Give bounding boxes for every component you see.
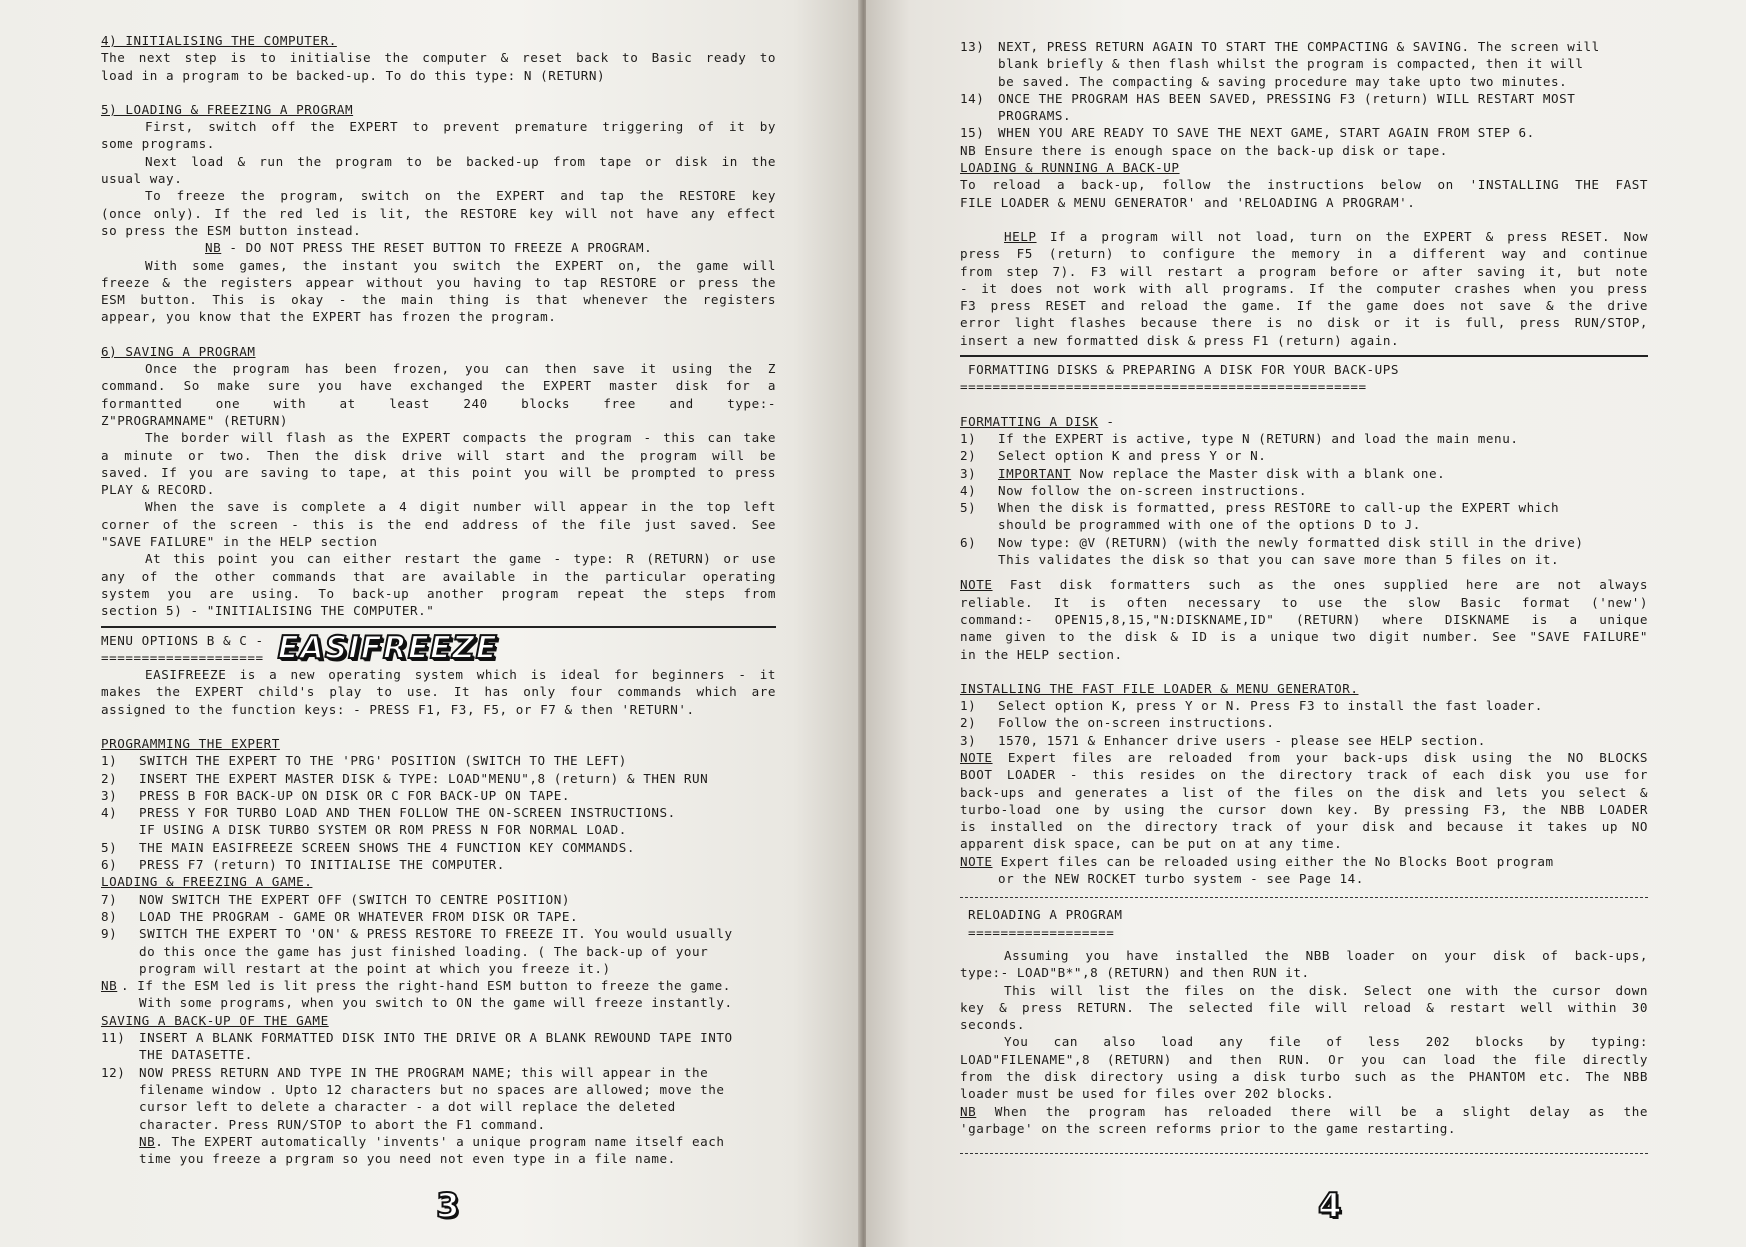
list-item: 1) SWITCH THE EXPERT TO THE 'PRG' POSITION (SWITCH TO THE LEFT) [101, 753, 627, 769]
text-line: apparent disk space, can be put on at any time. [960, 836, 1343, 852]
formatting-title: FORMATTING DISKS & PREPARING A DISK FOR YOUR BACK-UPS [968, 362, 1399, 378]
text-line: Next load & run the program to be backed-up from tape or disk in the [145, 153, 776, 169]
text-line: First, switch off the EXPERT to prevent premature triggering of it by [145, 119, 776, 135]
text-line: some programs. [101, 136, 215, 152]
text-line: seconds. [960, 1017, 1026, 1033]
text-line: 'garbage' on the screen reforms prior to the game restarting. [960, 1120, 1457, 1136]
list-item: 1) Select option K, press Y or N. Press F3 to install the fast loader. [960, 698, 1543, 714]
list-item: 11) INSERT A BLANK FORMATTED DISK INTO THE DRIVE OR A BLANK REWOUND TAPE INTO THE DATASETTE. [101, 1030, 733, 1063]
text-line: system you are using. To back-up another program repeat the steps from [101, 585, 776, 601]
list-item: 3) PRESS B FOR BACK-UP ON DISK OR C FOR BACK-UP ON TAPE. [101, 787, 570, 803]
list-item: 15) WHEN YOU ARE READY TO SAVE THE NEXT GAME, START AGAIN FROM STEP 6. [960, 125, 1535, 141]
programming-heading: PROGRAMMING THE EXPERT [101, 735, 280, 751]
text-line: formantted one with at least 240 blocks free and type:- [101, 395, 776, 411]
left-column [101, 32, 776, 1167]
list-item: 6) PRESS F7 (return) TO INITIALISE THE COMPUTER. [101, 857, 505, 873]
text-line: Assuming you have installed the NBB loader on your disk of back-ups, [1004, 947, 1648, 963]
text-line: At this point you can either restart the game - type: R (RETURN) or use [145, 551, 776, 567]
text-line: F3 press RESET and reload the game. If the game does not save & the drive [960, 298, 1648, 314]
nb-label: NB [205, 240, 222, 256]
list-item: 4) PRESS Y FOR TURBO LOAD AND THEN FOLLOW THE ON-SCREEN INSTRUCTIONS. IF USING A DISK TURBO SYSTEM OR ROM PRESS N FOR NORMAL LOAD. [101, 805, 676, 838]
formatting-underline: ================================================== [960, 379, 1367, 395]
note-line: NOTE Fast disk formatters such as the ones supplied here are not always [960, 577, 1648, 593]
text-line: load in a program to be backed-up. To do this type: N (RETURN) [101, 67, 606, 83]
text-line: so press the ESM button instead. [101, 222, 362, 238]
text-line: loader must be used for files over 202 blocks. [960, 1086, 1335, 1102]
right-page [866, 0, 1746, 1247]
text-line: type:- LOAD"B*",8 (RETURN) and then RUN it. [960, 965, 1310, 981]
text-line: To reload a back-up, follow the instructions below on 'INSTALLING THE FAST [960, 177, 1648, 193]
text-line: is installed on the directory track of your disk and because it takes up NO [960, 819, 1648, 835]
menu-options-header [101, 632, 776, 667]
list-item: 3) IMPORTANT Now replace the Master disk with a blank one. [960, 465, 1446, 481]
text-line: key & press RETURN. The selected file will reload & restart well within 30 [960, 999, 1648, 1015]
text-line: from the disk directory using a disk turbo such as the PHANTOM etc. The NBB [960, 1069, 1648, 1085]
section-5-heading: 5) LOADING & FREEZING A PROGRAM [101, 101, 354, 117]
easifreeze-logo: EASIFREEZE [277, 630, 498, 667]
list-item: 8) LOAD THE PROGRAM - GAME OR WHATEVER FROM DISK OR TAPE. [101, 908, 579, 924]
divider [101, 626, 776, 628]
text-line: With some games, the instant you switch the EXPERT on, the game will [145, 257, 776, 273]
text-line: When the save is complete a 4 digit number will appear in the top left [145, 499, 776, 515]
nb-line [101, 239, 776, 256]
text-line: name given to the disk & ID is a unique two digit number. See "SAVE FAILURE" [960, 629, 1648, 645]
text-line: ESM button. This is okay - the main thing is that whenever the registers [101, 292, 776, 308]
text-line: section 5) - "INITIALISING THE COMPUTER." [101, 603, 435, 619]
text-line: "SAVE FAILURE" in the HELP section [101, 534, 378, 550]
reloading-underline: ================== [968, 924, 1115, 940]
text-line: any of the other commands that are available in the particular operating [101, 568, 776, 584]
text-line: or the NEW ROCKET turbo system - see Page 14. [998, 871, 1364, 887]
text-line: The next step is to initialise the computer & reset back to Basic ready to [101, 50, 776, 66]
text-line: EASIFREEZE is a new operating system which is ideal for beginners - it [145, 667, 776, 683]
text-line: - it does not work with all programs. If the computer crashes when you press [960, 280, 1648, 296]
dashed-divider [960, 897, 1648, 898]
text-line: turbo-load one by using the cursor down key. By pressing F3, the NBB LOADER [960, 801, 1648, 817]
text-line: FILE LOADER & MENU GENERATOR' and 'RELOADING A PROGRAM'. [960, 194, 1416, 210]
text-line: usual way. [101, 171, 183, 187]
list-item: 13) NEXT, PRESS RETURN AGAIN TO START THE COMPACTING & SAVING. The screen will blank briefly & then flash whilst the program is compacted, then it will be saved. The compacting & saving procedure may take upto two minutes. [960, 39, 1600, 89]
text-line: insert a new formatted disk & press F1 (return) again. [960, 332, 1400, 348]
section-6-heading: 6) SAVING A PROGRAM [101, 343, 256, 359]
nb-text: - DO NOT PRESS THE RESET BUTTON TO FREEZE A PROGRAM. [221, 240, 653, 256]
text-line: makes the EXPERT child's play to use. It has only four commands which are [101, 684, 776, 700]
loading-heading: LOADING & FREEZING A GAME. [101, 874, 313, 890]
text-line: Z"PROGRAMNAME" (RETURN) [101, 412, 289, 428]
list-item: 2) INSERT THE EXPERT MASTER DISK & TYPE: LOAD"MENU",8 (return) & THEN RUN [101, 770, 709, 786]
list-item: 4) Now follow the on-screen instructions. [960, 482, 1308, 498]
text-line: Once the program has been frozen, you can then save it using the Z [145, 361, 776, 377]
text-line: assigned to the function keys: - PRESS F1, F3, F5, or F7 & then 'RETURN'. [101, 701, 695, 717]
text-line: command. So make sure you have exchanged the EXPERT master disk for a [101, 378, 776, 394]
text-line: (once only). If the red led is lit, the RESTORE key will not have any effect [101, 205, 776, 221]
note-line: NOTE Expert files are reloaded from your back-ups disk using the NO BLOCKS [960, 749, 1648, 765]
list-item: 9) SWITCH THE EXPERT TO 'ON' & PRESS RESTORE TO FREEZE IT. You would usually do this once the game has just finished loading. ( The back-up of your program will restart at the point at which you freeze it.) [101, 926, 733, 976]
list-item: 1) If the EXPERT is active, type N (RETURN) and load the main menu. [960, 430, 1519, 446]
running-heading: LOADING & RUNNING A BACK-UP [960, 160, 1180, 176]
section-4-heading: 4) INITIALISING THE COMPUTER. [101, 33, 337, 48]
nb-line: NB Ensure there is enough space on the back-up disk or tape. [960, 142, 1448, 158]
list-item: 2) Select option K and press Y or N. [960, 448, 1267, 464]
note-line: NOTE Expert files can be reloaded using either the No Blocks Boot program [960, 853, 1554, 869]
formatting-heading: FORMATTING A DISK - [960, 413, 1115, 429]
menu-options-underline: ==================== [101, 649, 264, 665]
text-line: a minute or two. Then the disk drive will start and the program will be [101, 447, 776, 463]
divider [960, 355, 1648, 357]
text-line: in the HELP section. [960, 646, 1123, 662]
list-item: 3) 1570, 1571 & Enhancer drive users - please see HELP section. [960, 732, 1486, 748]
reloading-title: RELOADING A PROGRAM [968, 907, 1123, 923]
list-item: 5) When the disk is formatted, press RESTORE to call-up the EXPERT which should be programmed with one of the options D to J. [960, 500, 1560, 533]
text-line: You can also load any file of less 202 blocks by typing: [1004, 1034, 1648, 1050]
saving-heading: SAVING A BACK-UP OF THE GAME [101, 1012, 329, 1028]
text-line: This will list the files on the disk. Select one with the cursor down [1004, 982, 1648, 998]
list-item: 12) NOW PRESS RETURN AND TYPE IN THE PROGRAM NAME; this will appear in the filename window . Upto 12 characters but no spaces are allowed; move the cursor left to delete a character - a dot will replace the deleted character. Press RUN/STOP to abort the F1 command. NB. The EXPERT automatically 'invents' a unique program name itself each time you freeze a prgram so you need not even type in a file name. [101, 1064, 725, 1167]
text-line: BOOT LOADER - this resides on the directory track of each disk you use for [960, 767, 1648, 783]
text-line: LOAD"FILENAME",8 (RETURN) and then RUN. Or you can load the file directly [960, 1051, 1648, 1067]
text-line: error light flashes because there is no disk or it is full, press RUN/STOP, [960, 315, 1648, 331]
text-line: corner of the screen - this is the end address of the file just saved. See [101, 516, 776, 532]
list-item: 7) NOW SWITCH THE EXPERT OFF (SWITCH TO CENTRE POSITION) [101, 891, 570, 907]
text-line: freeze & the registers appear without you having to tap RESTORE or press the [101, 274, 776, 290]
menu-options-title: MENU OPTIONS B & C - [101, 632, 264, 648]
list-item: 2) Follow the on-screen instructions. [960, 715, 1275, 731]
text-line: reliable. It is often necessary to use the slow Basic format ('new') [960, 594, 1648, 610]
text-line: The border will flash as the EXPERT compacts the program - this can take [145, 430, 776, 446]
help-line: HELP If a program will not load, turn on the EXPERT & press RESET. Now [1004, 228, 1648, 244]
page-number: 3 [436, 1186, 460, 1226]
text-line: To freeze the program, switch on the EXPERT and tap the RESTORE key [145, 188, 776, 204]
text-line: from step 7). F3 will restart a program before or after saving it, but note [960, 263, 1648, 279]
dashed-divider [960, 1153, 1648, 1154]
text-line: appear, you know that the EXPERT has frozen the program. [101, 309, 557, 325]
nb-item: NB . If the ESM led is lit press the right-hand ESM button to freeze the game. With some programs, when you switch to ON the game will freeze instantly. [101, 978, 733, 1011]
list-item: 5) THE MAIN EASIFREEZE SCREEN SHOWS THE 4 FUNCTION KEY COMMANDS. [101, 839, 636, 855]
text-line: command:- OPEN15,8,15,"N:DISKNAME,ID" (RETURN) where DISKNAME is a unique [960, 611, 1648, 627]
text-line: PLAY & RECORD. [101, 482, 215, 498]
page-number: 4 [1318, 1186, 1342, 1226]
text-line: saved. If you are saving to tape, at this point you will be prompted to press [101, 464, 776, 480]
left-page [0, 0, 862, 1247]
list-item: 6) Now type: @V (RETURN) (with the newly formatted disk still in the drive) This validates the disk so that you can save more than 5 files on it. [960, 534, 1584, 568]
nb-line: NB When the program has reloaded there will be a slight delay as the [960, 1103, 1648, 1119]
list-item: 14) ONCE THE PROGRAM HAS BEEN SAVED, PRESSING F3 (return) WILL RESTART MOST PROGRAMS. [960, 90, 1576, 124]
text-line: press F5 (return) to configure the memory in a different way and continue [960, 246, 1648, 262]
right-column [960, 38, 1648, 1162]
text-line: back-ups and generates a list of the files on the disk and lets you select & [960, 784, 1648, 800]
installing-heading: INSTALLING THE FAST FILE LOADER & MENU GENERATOR. [960, 680, 1359, 696]
